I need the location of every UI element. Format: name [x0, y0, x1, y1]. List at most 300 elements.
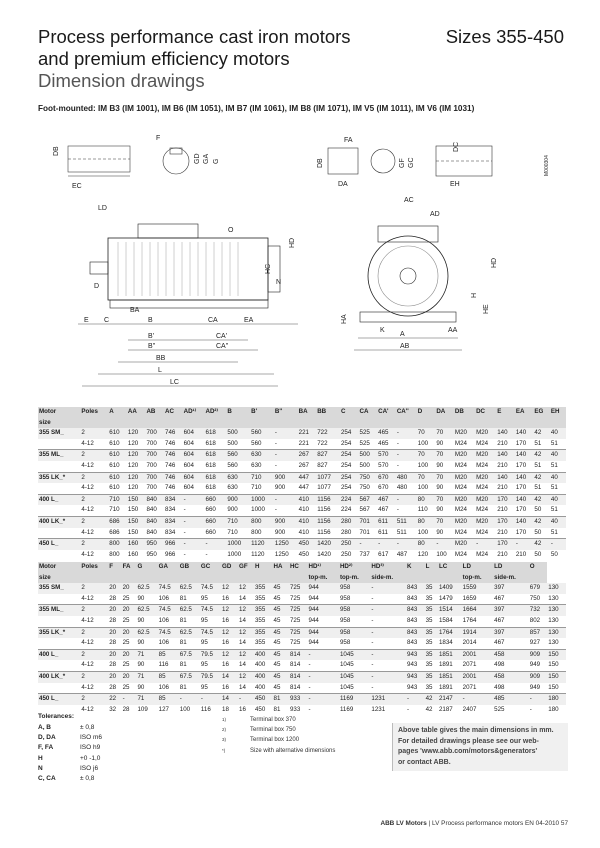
table-cell — [183, 418, 205, 429]
table-cell: 150 — [548, 683, 559, 691]
table-cell: 610 — [109, 484, 120, 492]
table-cell: 22 — [108, 694, 121, 705]
table-cell: 1169 — [339, 694, 370, 705]
table-cell: 900 — [274, 516, 298, 527]
table-cell: 500 — [359, 450, 378, 461]
footnote-text: Terminal box 370 — [250, 717, 296, 723]
table-cell: 51 — [534, 484, 542, 492]
table-cell: 12 — [221, 583, 238, 594]
table-cell: 686 — [108, 516, 127, 527]
table-cell: 100 — [417, 461, 429, 469]
table-cell: AB — [145, 407, 164, 418]
table-cell: 800 — [109, 550, 120, 558]
table-cell: 280 — [340, 516, 359, 527]
title-line-1: Process performance cast iron motors — [38, 26, 351, 47]
table-cell: 958 — [339, 627, 370, 638]
table-cell: 2 — [80, 694, 108, 705]
table-cell: 4-12 — [81, 550, 94, 558]
table-cell: 2 — [80, 671, 108, 682]
table-cell: 16 — [222, 639, 229, 647]
table-cell: 74.5 — [158, 627, 179, 638]
table-cell: LD — [493, 562, 529, 573]
table-cell: 618 — [205, 484, 216, 492]
table-cell: 140 — [515, 516, 534, 527]
label-ca: CA — [208, 317, 218, 324]
table-cell: 701 — [359, 516, 378, 527]
table-cell: 140 — [515, 472, 534, 483]
table-cell: 130 — [548, 639, 559, 647]
table-cell: 450 L_ — [38, 694, 80, 705]
table-cell: 710 — [108, 494, 127, 505]
table-cell: - — [550, 539, 566, 550]
table-cell: 51 — [534, 439, 542, 447]
table-cell: 90 — [436, 506, 444, 514]
table-cell: 80 — [417, 539, 436, 550]
table-cell: HD²⁾ — [339, 562, 370, 573]
table-cell: 400 — [254, 683, 266, 691]
table-cell: 70 — [435, 494, 454, 505]
table-cell: 28 — [122, 705, 130, 713]
table-cell: 1891 — [438, 683, 453, 691]
table-cell: 397 — [493, 605, 529, 616]
table-cell: 267 — [298, 450, 317, 461]
table-cell: M20 — [454, 450, 475, 461]
table-cell: 618 — [205, 439, 216, 447]
table-cell: 170 — [515, 506, 527, 514]
table-cell: - — [274, 428, 298, 439]
table-cell: 1077 — [317, 484, 331, 492]
table-cell: 944 — [308, 583, 339, 594]
table-cell: 2147 — [438, 694, 462, 705]
table-cell: 630 — [250, 450, 274, 461]
table-cell: 750 — [359, 484, 370, 492]
table-cell: 50 — [534, 550, 542, 558]
table-cell: 51 — [534, 461, 542, 469]
table-cell: 267 — [298, 461, 309, 469]
table-cell: 74.5 — [200, 605, 221, 616]
table-cell: - — [396, 494, 417, 505]
table-cell: - — [529, 694, 548, 705]
label-gd: GD — [194, 153, 201, 164]
table-row — [38, 583, 566, 594]
label-a: A — [400, 331, 405, 338]
label-d: D — [94, 283, 100, 290]
table-cell: B — [226, 407, 250, 418]
table-cell: 900 — [226, 494, 250, 505]
table-cell — [205, 418, 227, 429]
label-b2: B'' — [148, 343, 156, 350]
table-cell — [454, 418, 475, 429]
table-cell: K — [406, 562, 425, 573]
table-cell: 4-12 — [81, 639, 94, 647]
table-cell: 130 — [548, 616, 559, 624]
table-cell: BB — [316, 407, 340, 418]
table-header-row — [38, 407, 566, 418]
table-cell: 62.5 — [179, 627, 200, 638]
table-cell: 210 — [497, 550, 508, 558]
tolerance-value: +0 -1,0 — [80, 754, 101, 762]
table-cell: 355 ML_ — [38, 450, 80, 461]
table-cell — [273, 573, 289, 584]
dimension-drawings — [38, 128, 566, 398]
table-cell — [127, 418, 146, 429]
footnote — [222, 735, 335, 745]
table-cell: 611 — [378, 528, 388, 536]
table-cell: 254 — [340, 484, 352, 492]
table-cell: 814 — [289, 661, 301, 669]
table-cell: 2 — [80, 472, 108, 483]
table-cell: 14 — [239, 594, 246, 602]
table-cell: M20 — [475, 494, 496, 505]
table-cell — [38, 461, 80, 472]
label-ba: BA — [130, 307, 140, 314]
table-cell — [38, 638, 80, 649]
table-cell: 40 — [550, 450, 566, 461]
table-cell: 140 — [496, 472, 515, 483]
table-cell: 700 — [146, 439, 157, 447]
table-cell: 746 — [165, 439, 176, 447]
table-cell: 958 — [339, 583, 370, 594]
table-cell: 32 — [109, 705, 117, 713]
table-cell: 20 — [108, 583, 121, 594]
label-hd-front: HD — [491, 257, 498, 268]
table-cell: BA — [298, 407, 317, 418]
table-cell: 660 — [205, 506, 216, 514]
table-cell: 618 — [205, 461, 216, 469]
table-cell: - — [462, 694, 493, 705]
tolerance-value: ISO j6 — [80, 764, 99, 772]
table-cell: 498 — [494, 661, 505, 669]
table-cell — [435, 418, 454, 429]
table-cell: 843 — [407, 639, 418, 647]
table-cell: 498 — [494, 683, 505, 691]
table-cell: - — [308, 683, 311, 691]
table-cell: 35 — [425, 649, 438, 660]
label-lc: LC — [170, 379, 179, 386]
table-cell: 18 — [222, 705, 229, 713]
label-aa: AA — [448, 327, 458, 334]
table-cell: top-m. — [339, 573, 370, 584]
table-cell: 150 — [548, 661, 559, 669]
table-cell: 355 — [254, 583, 273, 594]
table-cell: M20 — [475, 428, 496, 439]
table-cell: side-m. — [370, 573, 406, 584]
table-cell: 840 — [146, 528, 157, 536]
table-cell: 660 — [205, 494, 227, 505]
table-cell: M24 — [454, 484, 467, 492]
table-cell: 140 — [515, 494, 534, 505]
table-cell: 950 — [145, 539, 164, 550]
tolerances-title: Tolerances: — [38, 713, 75, 720]
table-cell: - — [308, 694, 339, 705]
table-cell: 51 — [550, 528, 558, 536]
table-cell: LD — [462, 562, 493, 573]
table-cell: 2 — [80, 649, 108, 660]
table-cell: - — [515, 539, 534, 550]
footer-text: | LV Process performance motors EN 04-2010 — [428, 820, 560, 827]
table-cell: 42 — [533, 539, 550, 550]
table-cell: 570 — [378, 461, 389, 469]
footnote-text: Terminal box 750 — [250, 727, 296, 734]
table-cell: 12 — [238, 671, 254, 682]
table-cell: 14 — [239, 683, 246, 691]
table-cell — [406, 573, 425, 584]
table-cell: 397 — [493, 583, 529, 594]
table-cell: 604 — [183, 439, 194, 447]
table-cell: 2 — [80, 583, 108, 594]
table-cell: 1000 — [227, 550, 242, 558]
table-cell: 2071 — [462, 661, 477, 669]
table-cell: M20 — [454, 539, 475, 550]
table-cell: 900 — [274, 472, 298, 483]
table-cell: 943 — [407, 683, 418, 691]
table-cell: M24 — [454, 461, 467, 469]
table-cell: 4-12 — [81, 506, 94, 514]
table-cell: 465 — [377, 428, 396, 439]
table-cell: 710 — [250, 472, 274, 483]
table-row — [38, 671, 566, 682]
table-cell — [108, 573, 121, 584]
table-cell: Poles — [80, 407, 108, 418]
table-cell: 604 — [183, 484, 194, 492]
table-cell: AC — [164, 407, 183, 418]
label-gc: GC — [408, 157, 415, 168]
table-cell — [122, 573, 137, 584]
table-cell: 660 — [205, 528, 216, 536]
table-cell: 95 — [200, 594, 208, 602]
table-cell: 35 — [425, 627, 438, 638]
table-cell: 1169 — [339, 705, 354, 713]
table-cell: 90 — [137, 661, 145, 669]
table-cell: 746 — [165, 484, 176, 492]
table-cell — [80, 418, 108, 429]
table-cell: - — [371, 616, 374, 624]
table-cell: - — [308, 661, 311, 669]
table-cell: - — [122, 694, 137, 705]
table-cell: 834 — [164, 494, 183, 505]
table-cell: 450 L_ — [38, 539, 80, 550]
table-cell: - — [183, 539, 205, 550]
table-cell: size — [38, 418, 80, 429]
table-cell: - — [205, 539, 227, 550]
table-cell: 1584 — [438, 616, 453, 624]
table-cell: - — [396, 506, 399, 514]
table-cell: 170 — [515, 439, 527, 447]
table-cell: 458 — [493, 649, 529, 660]
table-cell: - — [435, 539, 454, 550]
table-cell: 943 — [406, 649, 425, 660]
table-cell: - — [274, 461, 277, 469]
page-footer — [380, 820, 568, 827]
tolerance-key: D, DA — [38, 734, 56, 742]
table-cell: M20 — [475, 450, 496, 461]
table-cell: M20 — [454, 472, 475, 483]
tolerance-value: ± 0,8 — [80, 724, 95, 731]
table-cell: 814 — [289, 683, 301, 691]
table-cell: 120 — [127, 461, 139, 469]
table-cell: 14 — [239, 661, 246, 669]
table-cell: 1409 — [438, 583, 462, 594]
table-cell: 81 — [179, 616, 187, 624]
table-cell: 710 — [227, 528, 238, 536]
label-db-flange: DB — [317, 158, 324, 168]
table-cell: - — [370, 671, 406, 682]
table-cell: 525 — [359, 439, 370, 447]
table-cell: 28 — [109, 639, 117, 647]
table-cell: 42 — [533, 472, 550, 483]
table-cell: 933 — [289, 705, 301, 713]
table-cell: - — [274, 439, 277, 447]
table-cell: 90 — [137, 683, 145, 691]
table-cell: 814 — [289, 671, 308, 682]
table-row — [38, 516, 566, 527]
table-cell: - — [238, 694, 254, 705]
table-cell — [425, 573, 438, 584]
table-cell: 62.5 — [179, 605, 200, 616]
table-cell: 120 — [417, 550, 429, 558]
table-cell: 90 — [436, 484, 444, 492]
table-cell: 560 — [250, 428, 274, 439]
table-cell: 1077 — [316, 472, 340, 483]
table-cell: - — [183, 528, 186, 536]
label-ld: LD — [98, 205, 107, 212]
label-ea: EA — [244, 317, 254, 324]
table-cell: 20 — [108, 671, 121, 682]
table-cell: EA — [515, 407, 534, 418]
table-cell: - — [396, 450, 417, 461]
table-cell: 710 — [226, 516, 250, 527]
table-cell: 700 — [145, 450, 164, 461]
label-fa: FA — [344, 137, 353, 144]
table-cell: - — [308, 705, 311, 713]
table-cell: 12 — [238, 627, 254, 638]
table-cell: 35 — [425, 671, 438, 682]
table-cell: 610 — [108, 472, 127, 483]
table-cell: 45 — [273, 683, 281, 691]
shaft-end-detail — [53, 135, 220, 190]
table-cell: 4-12 — [81, 661, 94, 669]
table-cell: 14 — [239, 616, 246, 624]
table-row — [38, 494, 566, 505]
table-cell: 397 — [493, 627, 529, 638]
footnotes — [222, 715, 335, 756]
table-cell: 355 SM_ — [38, 428, 80, 439]
table-cell: 1559 — [462, 583, 493, 594]
table-cell: 450 — [254, 705, 266, 713]
table-cell: 355 — [254, 627, 273, 638]
table-row — [38, 461, 566, 472]
table-cell: 35 — [425, 616, 433, 624]
table-cell: 130 — [548, 594, 559, 602]
table-cell: 70 — [435, 428, 454, 439]
tolerance-key: A, B — [38, 724, 51, 731]
table-cell: 20 — [122, 627, 137, 638]
table-cell: FA — [122, 562, 137, 573]
table-cell: 16 — [222, 661, 229, 669]
table-cell — [38, 616, 80, 627]
table-cell: 67.5 — [179, 649, 200, 660]
table-cell: M24 — [454, 550, 467, 558]
label-n: N — [276, 279, 282, 286]
table-cell: 42 — [425, 705, 433, 713]
footnote-key: 2) — [222, 727, 227, 733]
table-cell: - — [183, 494, 205, 505]
table-cell: 45 — [273, 616, 281, 624]
table-cell: 487 — [396, 550, 408, 558]
table-cell: 120 — [127, 484, 139, 492]
table-cell: 100 — [417, 484, 429, 492]
label-ab: AB — [400, 343, 410, 350]
table-cell: 943 — [407, 661, 418, 669]
table-cell: 210 — [497, 439, 508, 447]
table-cell — [164, 418, 183, 429]
label-b1: B' — [148, 333, 155, 340]
table-cell: 20 — [122, 671, 137, 682]
table-cell: 280 — [340, 528, 352, 536]
table-cell: 710 — [109, 506, 120, 514]
table-cell: 25 — [122, 661, 130, 669]
table-cell — [359, 418, 378, 429]
table-cell: 2001 — [462, 671, 493, 682]
table-cell: 100 — [436, 550, 447, 558]
table-cell: - — [371, 639, 374, 647]
table-cell: 16 — [239, 705, 246, 713]
table-cell: 40 — [550, 516, 566, 527]
table-cell: GF — [238, 562, 254, 573]
table-cell: 943 — [406, 671, 425, 682]
table-cell: 732 — [529, 605, 548, 616]
label-g: G — [213, 158, 220, 164]
table-cell: 467 — [377, 494, 396, 505]
table-cell: 800 — [251, 528, 262, 536]
table-cell: 400 L_ — [38, 649, 80, 660]
table-cell: 42 — [533, 516, 550, 527]
table-cell: 35 — [425, 594, 433, 602]
table-cell: 95 — [200, 616, 208, 624]
table-cell: AD¹⁾ — [183, 407, 205, 418]
table-cell: 1156 — [316, 494, 340, 505]
table-cell: 355 ML_ — [38, 605, 80, 616]
table-cell: 224 — [340, 494, 359, 505]
table-cell: 130 — [547, 605, 566, 616]
table-row — [38, 539, 566, 550]
table-cell — [145, 418, 164, 429]
table-cell: 4-12 — [81, 616, 94, 624]
tolerance-row — [38, 774, 102, 784]
table-cell: G — [136, 562, 157, 573]
table-cell: CA'' — [396, 407, 417, 418]
footnote — [222, 725, 335, 735]
table-cell: - — [183, 550, 186, 558]
table-cell: 400 — [254, 649, 273, 660]
table-cell: 12 — [238, 605, 254, 616]
table-cell: 79.5 — [200, 649, 221, 660]
label-gf: GF — [399, 158, 406, 168]
table-cell: 254 — [340, 472, 359, 483]
table-cell — [38, 660, 80, 671]
table-cell: 604 — [183, 428, 205, 439]
motor-front-view — [341, 197, 498, 350]
label-bb: BB — [156, 355, 166, 362]
table-row — [38, 638, 566, 649]
table-cell: 90 — [436, 439, 444, 447]
table-cell: 500 — [227, 439, 238, 447]
info-line-3: pages 'www.abb.com/motors&generators' — [398, 748, 538, 755]
label-eh: EH — [450, 181, 460, 188]
table-row — [38, 605, 566, 616]
table-cell: DB — [454, 407, 475, 418]
table-cell: M24 — [476, 550, 489, 558]
